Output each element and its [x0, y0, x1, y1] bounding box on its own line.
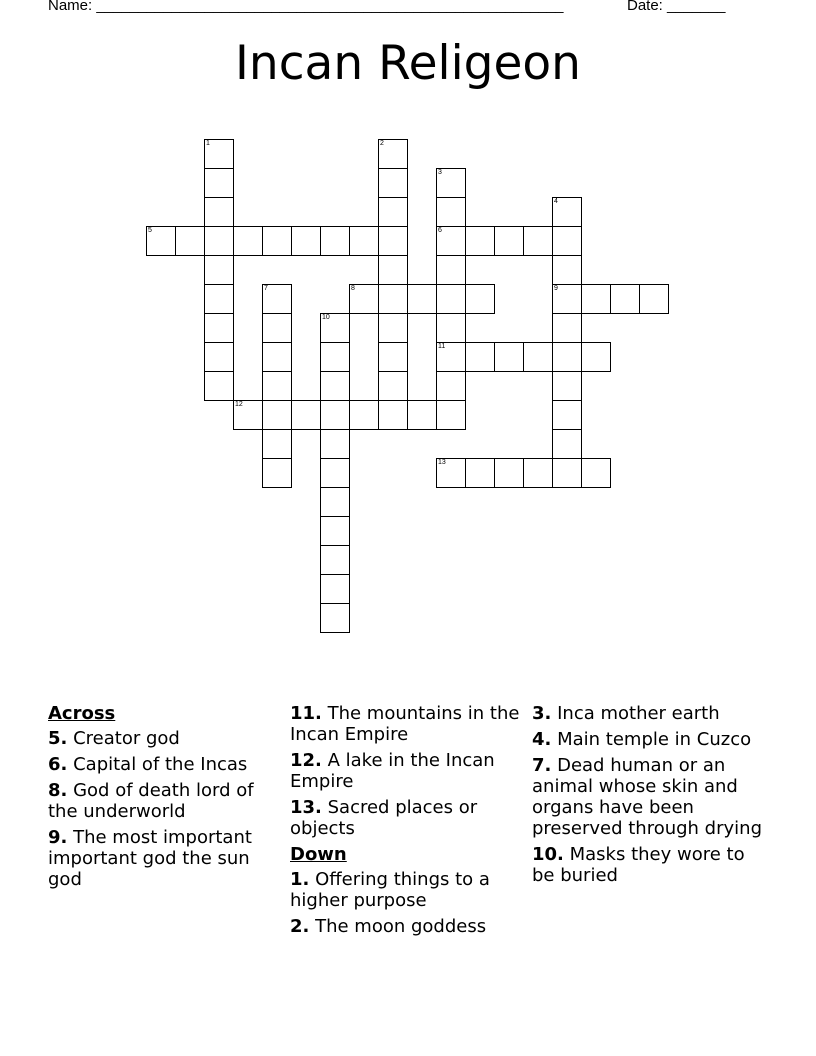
name-field-label[interactable]: Name: ________________________________________________________ — [48, 0, 564, 14]
crossword-cell[interactable] — [581, 284, 611, 314]
crossword-cell[interactable] — [552, 429, 582, 459]
clue-text: The moon goddess — [309, 916, 487, 937]
crossword-cell[interactable] — [320, 458, 350, 488]
clue-number: 7 — [264, 285, 268, 292]
crossword-cell[interactable] — [581, 458, 611, 488]
crossword-cell[interactable] — [349, 284, 379, 314]
crossword-cell[interactable] — [523, 458, 553, 488]
crossword-cell[interactable] — [349, 400, 379, 430]
clue-text: Capital of the Incas — [67, 754, 248, 775]
crossword-cell[interactable] — [320, 429, 350, 459]
crossword-cell[interactable] — [494, 342, 524, 372]
crossword-cell[interactable] — [407, 400, 437, 430]
crossword-cell[interactable] — [320, 342, 350, 372]
crossword-cell[interactable] — [523, 342, 553, 372]
crossword-cell[interactable] — [494, 458, 524, 488]
crossword-cell[interactable] — [320, 545, 350, 575]
crossword-cell[interactable] — [378, 168, 408, 198]
crossword-cell[interactable] — [204, 313, 234, 343]
crossword-cell[interactable] — [320, 226, 350, 256]
clue-text: God of death lord of the underworld — [48, 780, 254, 822]
clue-item — [532, 729, 764, 750]
crossword-cell[interactable] — [378, 139, 408, 169]
clue-number-label: 12. — [290, 750, 322, 771]
clue-item — [290, 797, 520, 839]
clues-column-1 — [48, 703, 278, 895]
crossword-cell[interactable] — [378, 371, 408, 401]
across-heading: Across — [48, 703, 116, 724]
clue-number: 3 — [438, 169, 442, 176]
clue-item — [290, 750, 520, 792]
clue-number-label: 3. — [532, 703, 552, 724]
crossword-cell[interactable] — [378, 226, 408, 256]
across-clue-list — [48, 728, 278, 890]
crossword-cell[interactable] — [552, 226, 582, 256]
clue-number-label: 8. — [48, 780, 68, 801]
clue-number: 2 — [380, 140, 384, 147]
crossword-cell[interactable] — [639, 284, 669, 314]
crossword-cell[interactable] — [204, 371, 234, 401]
clue-text: Offering things to a higher purpose — [290, 869, 490, 911]
crossword-cell[interactable] — [378, 400, 408, 430]
crossword-cell[interactable] — [320, 371, 350, 401]
crossword-cell[interactable] — [262, 342, 292, 372]
crossword-cell[interactable] — [378, 342, 408, 372]
crossword-cell[interactable] — [320, 400, 350, 430]
crossword-cell[interactable] — [523, 226, 553, 256]
crossword-cell[interactable] — [552, 313, 582, 343]
crossword-cell[interactable] — [436, 313, 466, 343]
down-heading: Down — [290, 844, 347, 865]
crossword-cell[interactable] — [552, 197, 582, 227]
crossword-cell[interactable] — [407, 284, 437, 314]
clue-number-label: 13. — [290, 797, 322, 818]
clue-number-label: 4. — [532, 729, 552, 750]
crossword-cell[interactable] — [291, 226, 321, 256]
crossword-cell[interactable] — [320, 516, 350, 546]
clue-number-label: 6. — [48, 754, 68, 775]
clue-number: 13 — [438, 459, 446, 466]
clue-text: A lake in the Incan Empire — [290, 750, 495, 792]
crossword-cell[interactable] — [262, 429, 292, 459]
crossword-cell[interactable] — [262, 400, 292, 430]
crossword-cell[interactable] — [262, 226, 292, 256]
across-clue-list-continued — [290, 703, 520, 839]
crossword-cell[interactable] — [204, 255, 234, 285]
clue-item — [290, 916, 520, 937]
crossword-cell[interactable] — [262, 313, 292, 343]
crossword-cell[interactable] — [262, 371, 292, 401]
clue-item — [48, 780, 278, 822]
clue-text: Inca mother earth — [551, 703, 720, 724]
clue-text: The mountains in the Incan Empire — [290, 703, 520, 745]
crossword-cell[interactable] — [378, 255, 408, 285]
clue-text: Main temple in Cuzco — [551, 729, 752, 750]
crossword-cell[interactable] — [494, 226, 524, 256]
crossword-cell[interactable] — [291, 400, 321, 430]
crossword-cell[interactable] — [436, 168, 466, 198]
clue-number: 10 — [322, 314, 330, 321]
crossword-cell[interactable] — [378, 313, 408, 343]
crossword-cell[interactable] — [262, 284, 292, 314]
crossword-cell[interactable] — [465, 284, 495, 314]
crossword-cell[interactable] — [262, 458, 292, 488]
crossword-cell[interactable] — [320, 487, 350, 517]
clue-number-label: 11. — [290, 703, 322, 724]
clue-text: Creator god — [67, 728, 180, 749]
clues-column-2 — [290, 703, 520, 942]
crossword-cell[interactable] — [436, 197, 466, 227]
crossword-cell[interactable] — [465, 226, 495, 256]
clue-number: 11 — [438, 343, 446, 350]
clue-item — [48, 827, 278, 890]
page-title: Incan Religeon — [235, 36, 581, 91]
crossword-cell[interactable] — [436, 371, 466, 401]
crossword-cell[interactable] — [320, 313, 350, 343]
crossword-cell[interactable] — [552, 255, 582, 285]
clue-number: 1 — [206, 140, 210, 147]
clue-item — [48, 754, 278, 775]
down-clue-list-continued — [532, 703, 764, 886]
crossword-cell[interactable] — [436, 226, 466, 256]
clue-number: 8 — [351, 285, 355, 292]
clue-text: Sacred places or objects — [290, 797, 478, 839]
crossword-cell[interactable] — [233, 400, 263, 430]
crossword-cell[interactable] — [436, 400, 466, 430]
crossword-cell[interactable] — [436, 342, 466, 372]
clue-number-label: 7. — [532, 755, 552, 776]
clue-text: Dead human or an animal whose skin and organs have been preserved through drying — [532, 755, 762, 839]
clue-number: 6 — [438, 227, 442, 234]
clue-number: 12 — [235, 401, 243, 408]
clue-item — [532, 703, 764, 724]
crossword-cell[interactable] — [204, 168, 234, 198]
crossword-cell[interactable] — [552, 371, 582, 401]
down-clue-list — [290, 869, 520, 937]
clue-item — [48, 728, 278, 749]
crossword-cell[interactable] — [175, 226, 205, 256]
clue-item — [290, 869, 520, 911]
crossword-cell[interactable] — [436, 458, 466, 488]
clue-text: The most important important god the sun god — [48, 827, 252, 890]
crossword-cell[interactable] — [204, 342, 234, 372]
clue-text: Masks they wore to be buried — [532, 844, 745, 886]
crossword-cell[interactable] — [349, 226, 379, 256]
date-field-label[interactable]: Date: _______ — [627, 0, 726, 14]
clue-number-label: 5. — [48, 728, 68, 749]
crossword-cell[interactable] — [204, 197, 234, 227]
crossword-cell[interactable] — [552, 342, 582, 372]
clue-number-label: 9. — [48, 827, 68, 848]
clue-number-label: 10. — [532, 844, 564, 865]
clue-item — [290, 703, 520, 745]
clue-number-label: 1. — [290, 869, 310, 890]
clue-number: 9 — [554, 285, 558, 292]
crossword-cell[interactable] — [465, 458, 495, 488]
clue-number-label: 2. — [290, 916, 310, 937]
crossword-cell[interactable] — [378, 197, 408, 227]
crossword-cell[interactable] — [552, 400, 582, 430]
crossword-cell[interactable] — [146, 226, 176, 256]
crossword-cell[interactable] — [552, 284, 582, 314]
clue-number: 5 — [148, 227, 152, 234]
clue-number: 4 — [554, 198, 558, 205]
crossword-cell[interactable] — [436, 284, 466, 314]
crossword-cell[interactable] — [204, 139, 234, 169]
crossword-cell[interactable] — [233, 226, 263, 256]
crossword-cell[interactable] — [465, 342, 495, 372]
crossword-cell[interactable] — [378, 284, 408, 314]
crossword-cell[interactable] — [581, 342, 611, 372]
crossword-cell[interactable] — [204, 284, 234, 314]
crossword-cell[interactable] — [320, 603, 350, 633]
crossword-cell[interactable] — [436, 255, 466, 285]
crossword-cell[interactable] — [610, 284, 640, 314]
crossword-cell[interactable] — [320, 574, 350, 604]
clues-column-3 — [532, 703, 764, 891]
crossword-cell[interactable] — [552, 458, 582, 488]
clue-item — [532, 755, 764, 839]
crossword-cell[interactable] — [204, 226, 234, 256]
clue-item — [532, 844, 764, 886]
